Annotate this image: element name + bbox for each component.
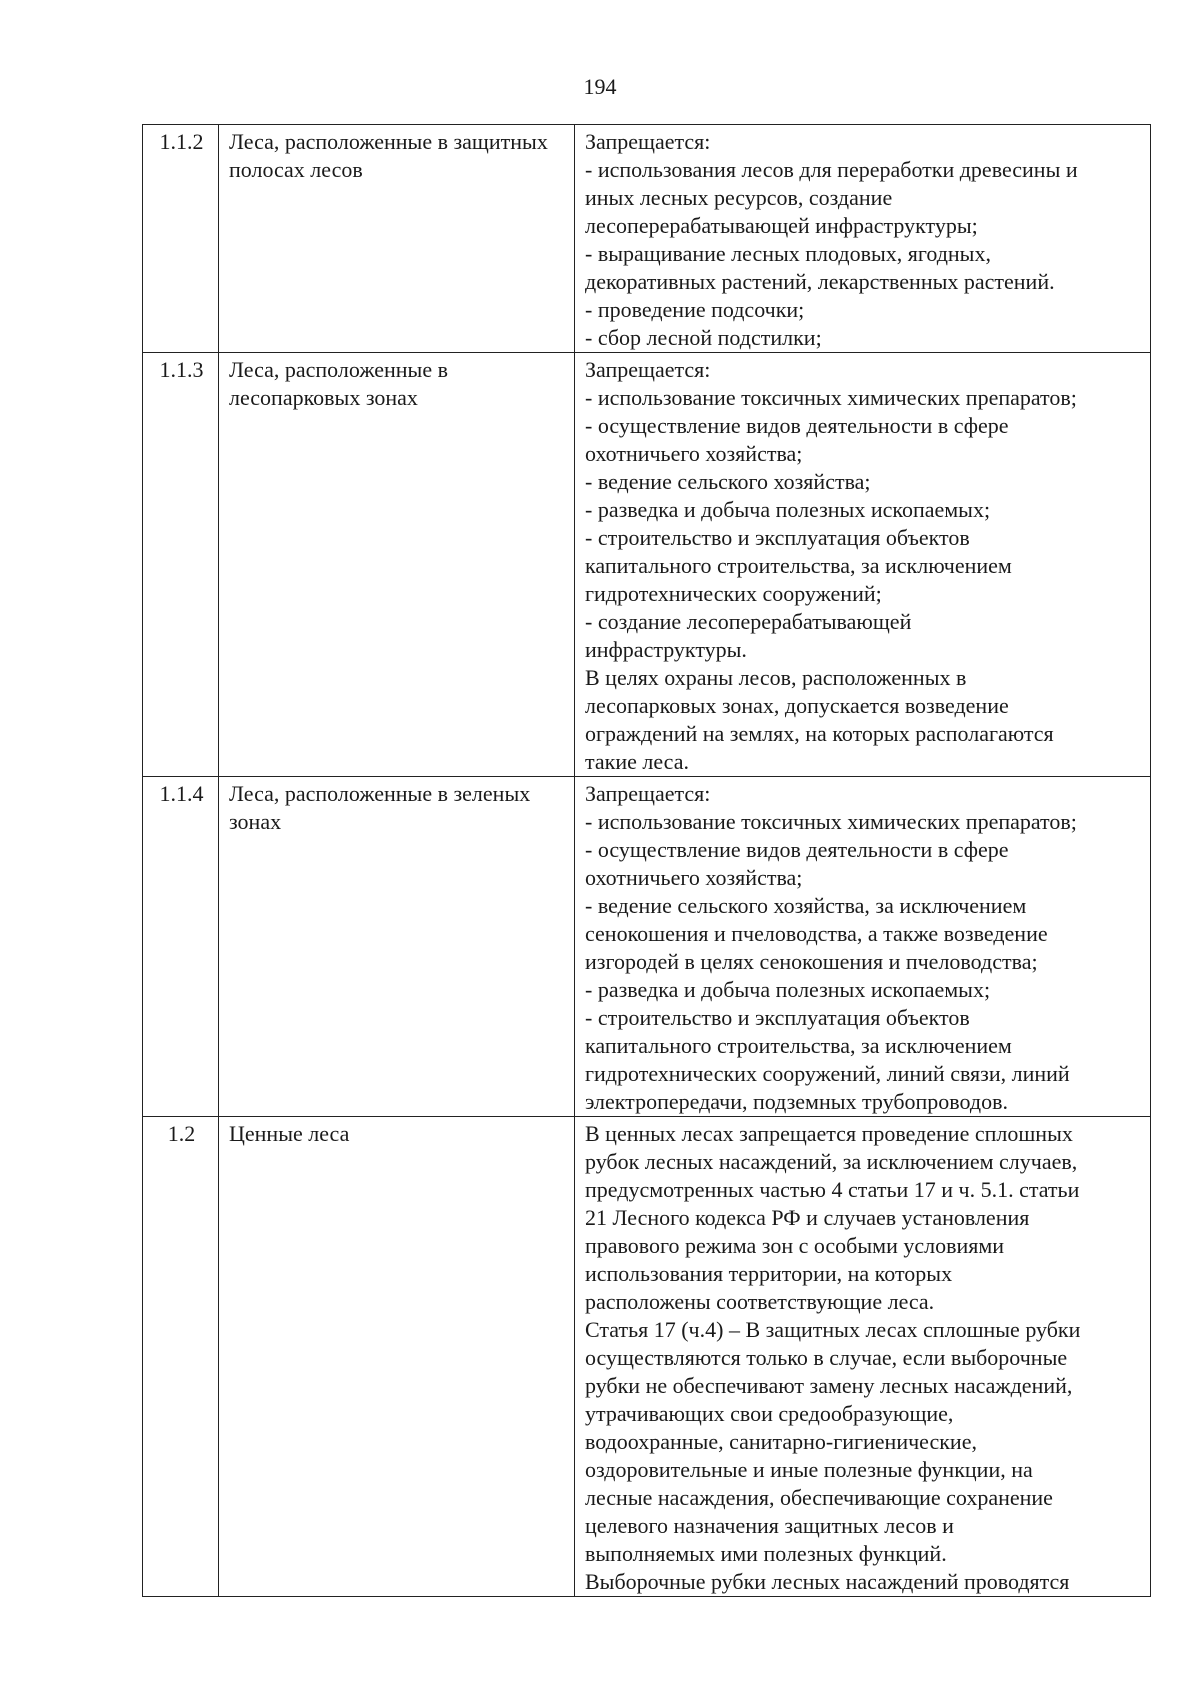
regulation-text <box>575 1117 1151 1597</box>
regulation-line: - разведка и добыча полезных ископаемых; <box>585 497 991 522</box>
regulation-text <box>575 777 1151 1117</box>
regulation-line: декоративных растений, лекарственных растений. <box>585 269 1055 294</box>
regulation-line: - ведение сельского хозяйства, за исключением <box>585 893 1027 918</box>
regulation-line: Статья 17 (ч.4) – В защитных лесах сплошные рубки <box>585 1317 1081 1342</box>
row-number: 1.1.2 <box>143 125 219 353</box>
forest-category: Леса, расположенные в лесопарковых зонах <box>219 353 575 777</box>
row-number: 1.1.3 <box>143 353 219 777</box>
regulation-line: охотничьего хозяйства; <box>585 865 803 890</box>
regulation-text <box>575 125 1151 353</box>
regulation-line: ограждений на землях, на которых располагаются <box>585 721 1054 746</box>
regulation-line: использования территории, на которых <box>585 1261 953 1286</box>
forest-category: Леса, расположенные в зеленых зонах <box>219 777 575 1117</box>
regulation-line: сенокошения и пчеловодства, а также возведение <box>585 921 1048 946</box>
forest-category: Леса, расположенные в защитных полосах лесов <box>219 125 575 353</box>
regulation-line: иных лесных ресурсов, создание <box>585 185 893 210</box>
regulation-line: - использование токсичных химических препаратов; <box>585 809 1077 834</box>
regulation-line: В целях охраны лесов, расположенных в <box>585 665 967 690</box>
regulation-line: выполняемых ими полезных функций. <box>585 1541 947 1566</box>
regulation-line: Запрещается: <box>585 129 711 154</box>
regulation-line: - строительство и эксплуатация объектов <box>585 1005 970 1030</box>
regulation-line: рубок лесных насаждений, за исключением случаев, <box>585 1149 1078 1174</box>
regulation-line: Выборочные рубки лесных насаждений проводятся <box>585 1569 1070 1594</box>
regulation-line: - ведение сельского хозяйства; <box>585 469 871 494</box>
regulation-line: оздоровительные и иные полезные функции, на <box>585 1457 1033 1482</box>
table-row <box>143 777 1151 1117</box>
row-number: 1.1.4 <box>143 777 219 1117</box>
regulation-line: - использования лесов для переработки древесины и <box>585 157 1078 182</box>
regulation-line: - проведение подсочки; <box>585 297 805 322</box>
regulation-line: - создание лесоперерабатывающей <box>585 609 912 634</box>
regulation-line: лесные насаждения, обеспечивающие сохранение <box>585 1485 1053 1510</box>
regulation-line: такие леса. <box>585 749 689 774</box>
regulation-line: Запрещается: <box>585 781 711 806</box>
regulation-line: - осуществление видов деятельности в сфере <box>585 413 1009 438</box>
regulation-line: утрачивающих свои средообразующие, <box>585 1401 954 1426</box>
regulation-line: гидротехнических сооружений, линий связи, линий <box>585 1061 1070 1086</box>
table-row <box>143 353 1151 777</box>
regulation-line: - строительство и эксплуатация объектов <box>585 525 970 550</box>
regulation-line: гидротехнических сооружений; <box>585 581 882 606</box>
regulation-line: капитального строительства, за исключением <box>585 1033 1012 1058</box>
regulation-line: расположены соответствующие леса. <box>585 1289 935 1314</box>
regulation-line: капитального строительства, за исключением <box>585 553 1012 578</box>
regulation-line: правового режима зон с особыми условиями <box>585 1233 1005 1258</box>
forest-category: Ценные леса <box>219 1117 575 1597</box>
forest-regulations-table <box>142 124 1151 1597</box>
regulation-line: - осуществление видов деятельности в сфере <box>585 837 1009 862</box>
row-number: 1.2 <box>143 1117 219 1597</box>
regulation-line: В ценных лесах запрещается проведение сплошных <box>585 1121 1073 1146</box>
regulation-line: электропередачи, подземных трубопроводов. <box>585 1089 1008 1114</box>
regulation-line: - разведка и добыча полезных ископаемых; <box>585 977 991 1002</box>
table-row <box>143 125 1151 353</box>
regulation-text <box>575 353 1151 777</box>
regulation-line: водоохранные, санитарно-гигиенические, <box>585 1429 977 1454</box>
regulation-line: изгородей в целях сенокошения и пчеловодства; <box>585 949 1038 974</box>
regulation-line: - использование токсичных химических препаратов; <box>585 385 1077 410</box>
page-number: 194 <box>583 74 617 99</box>
regulation-line: лесопарковых зонах, допускается возведение <box>585 693 1009 718</box>
regulation-line: рубки не обеспечивают замену лесных насаждений, <box>585 1373 1073 1398</box>
table-row <box>143 1117 1151 1597</box>
regulation-line: инфраструктуры. <box>585 637 747 662</box>
regulation-line: Запрещается: <box>585 357 711 382</box>
regulation-line: - сбор лесной подстилки; <box>585 325 822 350</box>
regulation-line: - выращивание лесных плодовых, ягодных, <box>585 241 991 266</box>
regulation-line: лесоперерабатывающей инфраструктуры; <box>585 213 978 238</box>
regulation-line: предусмотренных частью 4 статьи 17 и ч. 5.1. статьи <box>585 1177 1080 1202</box>
regulation-line: осуществляются только в случае, если выборочные <box>585 1345 1068 1370</box>
regulation-line: целевого назначения защитных лесов и <box>585 1513 954 1538</box>
regulation-line: охотничьего хозяйства; <box>585 441 803 466</box>
regulation-line: 21 Лесного кодекса РФ и случаев установления <box>585 1205 1030 1230</box>
